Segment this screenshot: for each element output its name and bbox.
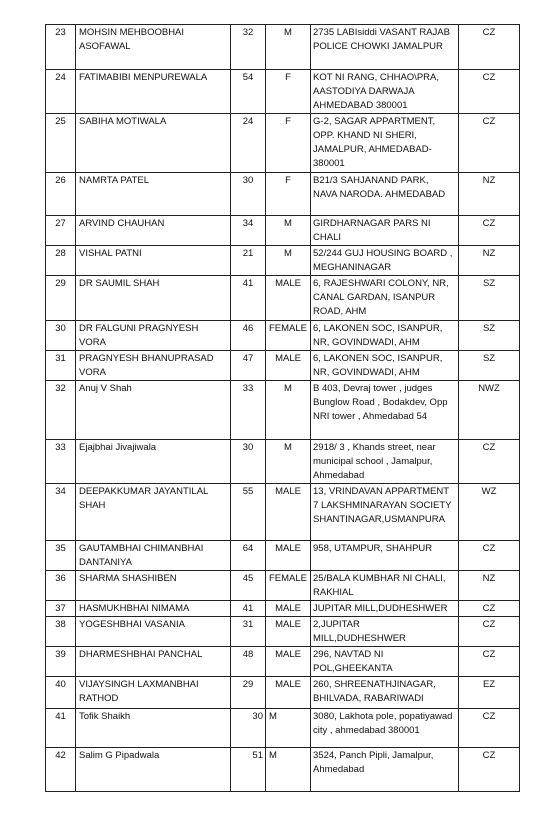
age-cell: 24 — [231, 114, 266, 173]
zone-cell: CZ — [459, 601, 520, 617]
address-cell: 6, LAKONEN SOC, ISANPUR, NR, GOVINDWADI, AHM — [311, 321, 459, 351]
name-cell: NAMRTA PATEL — [76, 173, 231, 216]
sex-cell: M — [266, 25, 311, 70]
name-cell: DR FALGUNI PRAGNYESH VORA — [76, 321, 231, 351]
table-row — [46, 709, 520, 748]
sex-cell: MALE — [266, 601, 311, 617]
address-cell: KOT NI RANG, CHHAO\PRA, AASTODIYA DARWAJA AHMEDABAD 380001 — [311, 70, 459, 114]
name-cell: Ejajbhai Jivajiwala — [76, 440, 231, 484]
table-row — [46, 601, 520, 617]
table-row — [46, 173, 520, 216]
age-cell: 34 — [231, 216, 266, 246]
zone-cell: NWZ — [459, 381, 520, 440]
table-row — [46, 114, 520, 173]
zone-cell: CZ — [459, 114, 520, 173]
name-cell: HASMUKHBHAI NIMAMA — [76, 601, 231, 617]
zone-cell: CZ — [459, 541, 520, 571]
address-cell: 3080, Lakhota pole, popatiyawad city , ahmedabad 380001 — [311, 709, 459, 748]
serial-number-cell: 38 — [46, 617, 76, 647]
serial-number-cell: 32 — [46, 381, 76, 440]
serial-number-cell: 34 — [46, 484, 76, 541]
serial-number-cell: 42 — [46, 748, 76, 792]
name-cell: PRAGNYESH BHANUPRASAD VORA — [76, 351, 231, 381]
zone-cell: CZ — [459, 647, 520, 677]
serial-number-cell: 33 — [46, 440, 76, 484]
address-cell: 2,JUPITAR MILL,DUDHESHWER — [311, 617, 459, 647]
name-cell: MOHSIN MEHBOOBHAI ASOFAWAL — [76, 25, 231, 70]
sex-cell: MALE — [266, 484, 311, 541]
zone-cell: CZ — [459, 70, 520, 114]
address-cell: 2735 LABIsiddi VASANT RAJAB POLICE CHOWKI JAMALPUR — [311, 25, 459, 70]
table-row — [46, 351, 520, 381]
table-row — [46, 748, 520, 792]
sex-cell: M — [266, 440, 311, 484]
serial-number-cell: 29 — [46, 276, 76, 321]
zone-cell: SZ — [459, 276, 520, 321]
address-cell: 13, VRINDAVAN APPARTMENT 7 LAKSHMINARAYAN SOCIETY SHANTINAGAR,USMANPURA — [311, 484, 459, 541]
age-cell: 47 — [231, 351, 266, 381]
address-cell: 260, SHREENATHJINAGAR, BHILVADA, RABARIWADI — [311, 677, 459, 709]
serial-number-cell: 37 — [46, 601, 76, 617]
serial-number-cell: 26 — [46, 173, 76, 216]
name-cell: DEEPAKKUMAR JAYANTILAL SHAH — [76, 484, 231, 541]
serial-number-cell: 36 — [46, 571, 76, 601]
serial-number-cell: 31 — [46, 351, 76, 381]
sex-cell: MALE — [266, 617, 311, 647]
table-row — [46, 216, 520, 246]
age-cell: 41 — [231, 601, 266, 617]
address-cell: 52/244 GUJ HOUSING BOARD , MEGHANINAGAR — [311, 246, 459, 276]
serial-number-cell: 30 — [46, 321, 76, 351]
name-cell: VISHAL PATNI — [76, 246, 231, 276]
table-row — [46, 440, 520, 484]
age-cell: 29 — [231, 677, 266, 709]
serial-number-cell: 23 — [46, 25, 76, 70]
age-cell: 51 — [231, 748, 266, 792]
sex-cell: M — [266, 748, 311, 792]
age-cell: 55 — [231, 484, 266, 541]
address-cell: G-2, SAGAR APPARTMENT, OPP. KHAND NI SHERI, JAMALPUR, AHMEDABAD-380001 — [311, 114, 459, 173]
address-cell: GIRDHARNAGAR PARS NI CHALI — [311, 216, 459, 246]
name-cell: FATIMABIBI MENPUREWALA — [76, 70, 231, 114]
name-cell: Anuj V Shah — [76, 381, 231, 440]
sex-cell: FEMALE — [266, 571, 311, 601]
zone-cell: NZ — [459, 173, 520, 216]
zone-cell: EZ — [459, 677, 520, 709]
table-row — [46, 571, 520, 601]
serial-number-cell: 24 — [46, 70, 76, 114]
age-cell: 30 — [231, 173, 266, 216]
sex-cell: MALE — [266, 647, 311, 677]
table-row — [46, 617, 520, 647]
name-cell: SHARMA SHASHIBEN — [76, 571, 231, 601]
sex-cell: MALE — [266, 351, 311, 381]
zone-cell: CZ — [459, 617, 520, 647]
table-row — [46, 246, 520, 276]
address-cell: 958, UTAMPUR, SHAHPUR — [311, 541, 459, 571]
age-cell: 46 — [231, 321, 266, 351]
serial-number-cell: 25 — [46, 114, 76, 173]
sex-cell: M — [266, 709, 311, 748]
zone-cell: WZ — [459, 484, 520, 541]
name-cell: SABIHA MOTIWALA — [76, 114, 231, 173]
age-cell: 48 — [231, 647, 266, 677]
name-cell: DHARMESHBHAI PANCHAL — [76, 647, 231, 677]
address-cell: JUPITAR MILL,DUDHESHWER — [311, 601, 459, 617]
table-row — [46, 677, 520, 709]
table-row — [46, 541, 520, 571]
sex-cell: F — [266, 70, 311, 114]
zone-cell: CZ — [459, 709, 520, 748]
sex-cell: M — [266, 246, 311, 276]
serial-number-cell: 35 — [46, 541, 76, 571]
serial-number-cell: 39 — [46, 647, 76, 677]
address-cell: 25/BALA KUMBHAR NI CHALI, RAKHIAL — [311, 571, 459, 601]
age-cell: 32 — [231, 25, 266, 70]
age-cell: 64 — [231, 541, 266, 571]
serial-number-cell: 28 — [46, 246, 76, 276]
zone-cell: NZ — [459, 246, 520, 276]
name-cell: Tofik Shaikh — [76, 709, 231, 748]
table-row — [46, 321, 520, 351]
name-cell: VIJAYSINGH LAXMANBHAI RATHOD — [76, 677, 231, 709]
age-cell: 33 — [231, 381, 266, 440]
table-row — [46, 25, 520, 70]
sex-cell: MALE — [266, 541, 311, 571]
table-row — [46, 381, 520, 440]
sex-cell: M — [266, 381, 311, 440]
zone-cell: CZ — [459, 748, 520, 792]
table-row — [46, 647, 520, 677]
table-body — [46, 25, 520, 792]
age-cell: 45 — [231, 571, 266, 601]
zone-cell: CZ — [459, 216, 520, 246]
zone-cell: CZ — [459, 25, 520, 70]
patient-table — [45, 24, 520, 792]
zone-cell: SZ — [459, 321, 520, 351]
name-cell: YOGESHBHAI VASANIA — [76, 617, 231, 647]
sex-cell: MALE — [266, 677, 311, 709]
name-cell: DR SAUMIL SHAH — [76, 276, 231, 321]
address-cell: 6, LAKONEN SOC, ISANPUR, NR, GOVINDWADI, AHM — [311, 351, 459, 381]
age-cell: 30 — [231, 709, 266, 748]
zone-cell: NZ — [459, 571, 520, 601]
sex-cell: FEMALE — [266, 321, 311, 351]
sex-cell: F — [266, 114, 311, 173]
age-cell: 31 — [231, 617, 266, 647]
age-cell: 41 — [231, 276, 266, 321]
zone-cell: CZ — [459, 440, 520, 484]
sex-cell: MALE — [266, 276, 311, 321]
serial-number-cell: 40 — [46, 677, 76, 709]
sex-cell: F — [266, 173, 311, 216]
table-row — [46, 70, 520, 114]
address-cell: 3524, Panch Pipli, Jamalpur, Ahmedabad — [311, 748, 459, 792]
name-cell: GAUTAMBHAI CHIMANBHAI DANTANIYA — [76, 541, 231, 571]
serial-number-cell: 27 — [46, 216, 76, 246]
table-row — [46, 484, 520, 541]
age-cell: 30 — [231, 440, 266, 484]
sex-cell: M — [266, 216, 311, 246]
zone-cell: SZ — [459, 351, 520, 381]
address-cell: B21/3 SAHJANAND PARK, NAVA NARODA. AHMEDABAD — [311, 173, 459, 216]
age-cell: 54 — [231, 70, 266, 114]
address-cell: 6, RAJESHWARI COLONY, NR, CANAL GARDAN, ISANPUR ROAD, AHM — [311, 276, 459, 321]
address-cell: 296, NAVTAD NI POL,GHEEKANTA — [311, 647, 459, 677]
name-cell: Salim G Pipadwala — [76, 748, 231, 792]
address-cell: B 403, Devraj tower , judges Bunglow Road , Bodakdev, Opp NRI tower , Ahmedabad 54 — [311, 381, 459, 440]
address-cell: 2918/ 3 , Khands street, near municipal school , Jamalpur, Ahmedabad — [311, 440, 459, 484]
age-cell: 21 — [231, 246, 266, 276]
name-cell: ARVIND CHAUHAN — [76, 216, 231, 246]
serial-number-cell: 41 — [46, 709, 76, 748]
table-row — [46, 276, 520, 321]
